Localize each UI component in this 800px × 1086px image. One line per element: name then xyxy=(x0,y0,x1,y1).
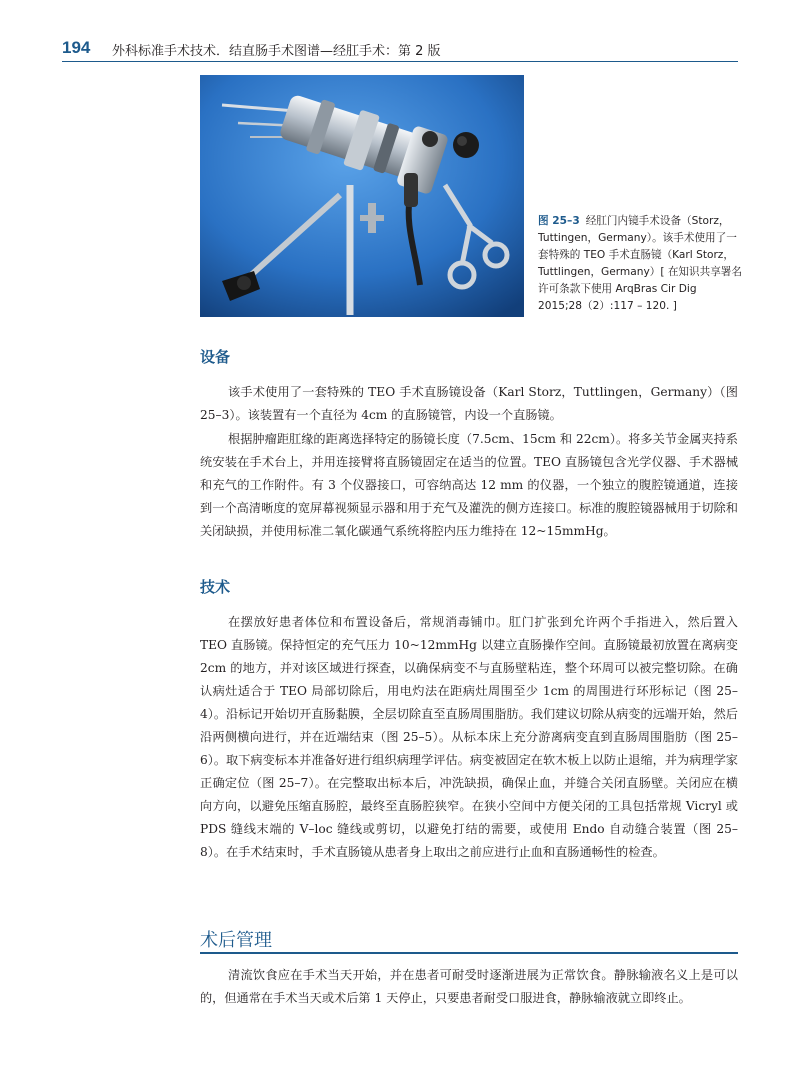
heading-equipment: 设备 xyxy=(200,348,231,366)
header-rule xyxy=(62,61,738,62)
postop-heading-rule xyxy=(200,952,738,954)
equipment-paragraph-2: 根据肿瘤距肛缘的距离选择特定的肠镜长度（7.5cm、15cm 和 22cm）。将多关节金属夹持系统安装在手术台上，并用连接臂将直肠镜固定在适当的位置。TEO 直肠镜包含光学仪器、手术器械和充气的工作附件。有 3 个仪器接口，可容纳高达 12 mm 的仪器，一个独立的腹腔镜通道，连接到一个高清晰度的宽屏幕视频显示器和用于充气及灌洗的侧方连接口。标准的腹腔镜器械用于切除和关闭缺损，并使用标准二氧化碳通气系统将腔内压力维持在 12~15mmHg。 xyxy=(200,432,738,538)
figure-label: 图 25–3 xyxy=(538,215,580,227)
heading-technique: 技术 xyxy=(200,578,231,596)
figure-photo xyxy=(200,75,524,317)
running-header xyxy=(0,0,800,62)
book-title: 外科标准手术技术．结直肠手术图谱—经肛手术：第 2 版 xyxy=(112,44,441,59)
figure-caption xyxy=(538,213,742,315)
equipment-paragraph-1: 该手术使用了一套特殊的 TEO 手术直肠镜设备（Karl Storz，Tuttlingen，Germany）（图 25–3）。该装置有一个直径为 4cm 的直肠镜管，内设一个直肠镜。 xyxy=(200,385,738,422)
heading-postop: 术后管理 xyxy=(200,930,272,951)
technique-paragraph-1: 在摆放好患者体位和布置设备后，常规消毒铺巾。肛门扩张到允许两个手指进入，然后置入 TEO 直肠镜。保持恒定的充气压力 10~12mmHg 以建立直肠操作空间。直肠镜最初放置在离病变 2cm 的地方，并对该区域进行探查，以确保病变不与直肠壁粘连，整个环周可以被完整切除。在确认病灶适合于 TEO 局部切除后，用电灼法在距病灶周围至少 1cm 的周围进行环形标记（图 25–4）。沿标记开始切开直肠黏膜，全层切除直至直肠周围脂肪。我们建议切除从病变的远端开始，然后沿两侧横向进行，并在近端结束（图 25–5）。从标本床上充分游离病变直到直肠周围脂肪（图 25–6）。取下病变标本并准备好进行组织病理学评估。病变被固定在软木板上以防止退缩，并为病理学家正确定位（图 25–7）。在完整取出标本后，冲洗缺损，确保止血，并缝合关闭直肠壁。关闭应在横向方向，以避免压缩直肠腔，最终至直肠腔狭窄。在狭小空间中方便关闭的工具包括常规 Vicryl 或 PDS 缝线末端的 V–loc 缝线或剪切，以避免打结的需要，或使用 Endo 自动缝合装置（图 25–8）。在手术结束时，手术直肠镜从患者身上取出之前应进行止血和直肠通畅性的检查。 xyxy=(200,615,738,859)
surgical-endoscope-photo-icon xyxy=(200,75,524,317)
page-number: 194 xyxy=(62,38,91,57)
figure-caption-text: 经肛门内镜手术设备（Storz，Tuttingen，Germany）。该手术使用了一套特殊的 TEO 手术直肠镜（Karl Storz，Tuttlingen，Germany）[ 在知识共享署名许可条款下使用 ArqBras Cir Dig 2015;28（2）:117 – 120. ] xyxy=(538,215,742,312)
postop-paragraph-1: 清流饮食应在手术当天开始，并在患者可耐受时逐渐进展为正常饮食。静脉输液名义上是可以的，但通常在手术当天或术后第 1 天停止，只要患者耐受口服进食，静脉输液就立即终止。 xyxy=(200,968,738,1005)
